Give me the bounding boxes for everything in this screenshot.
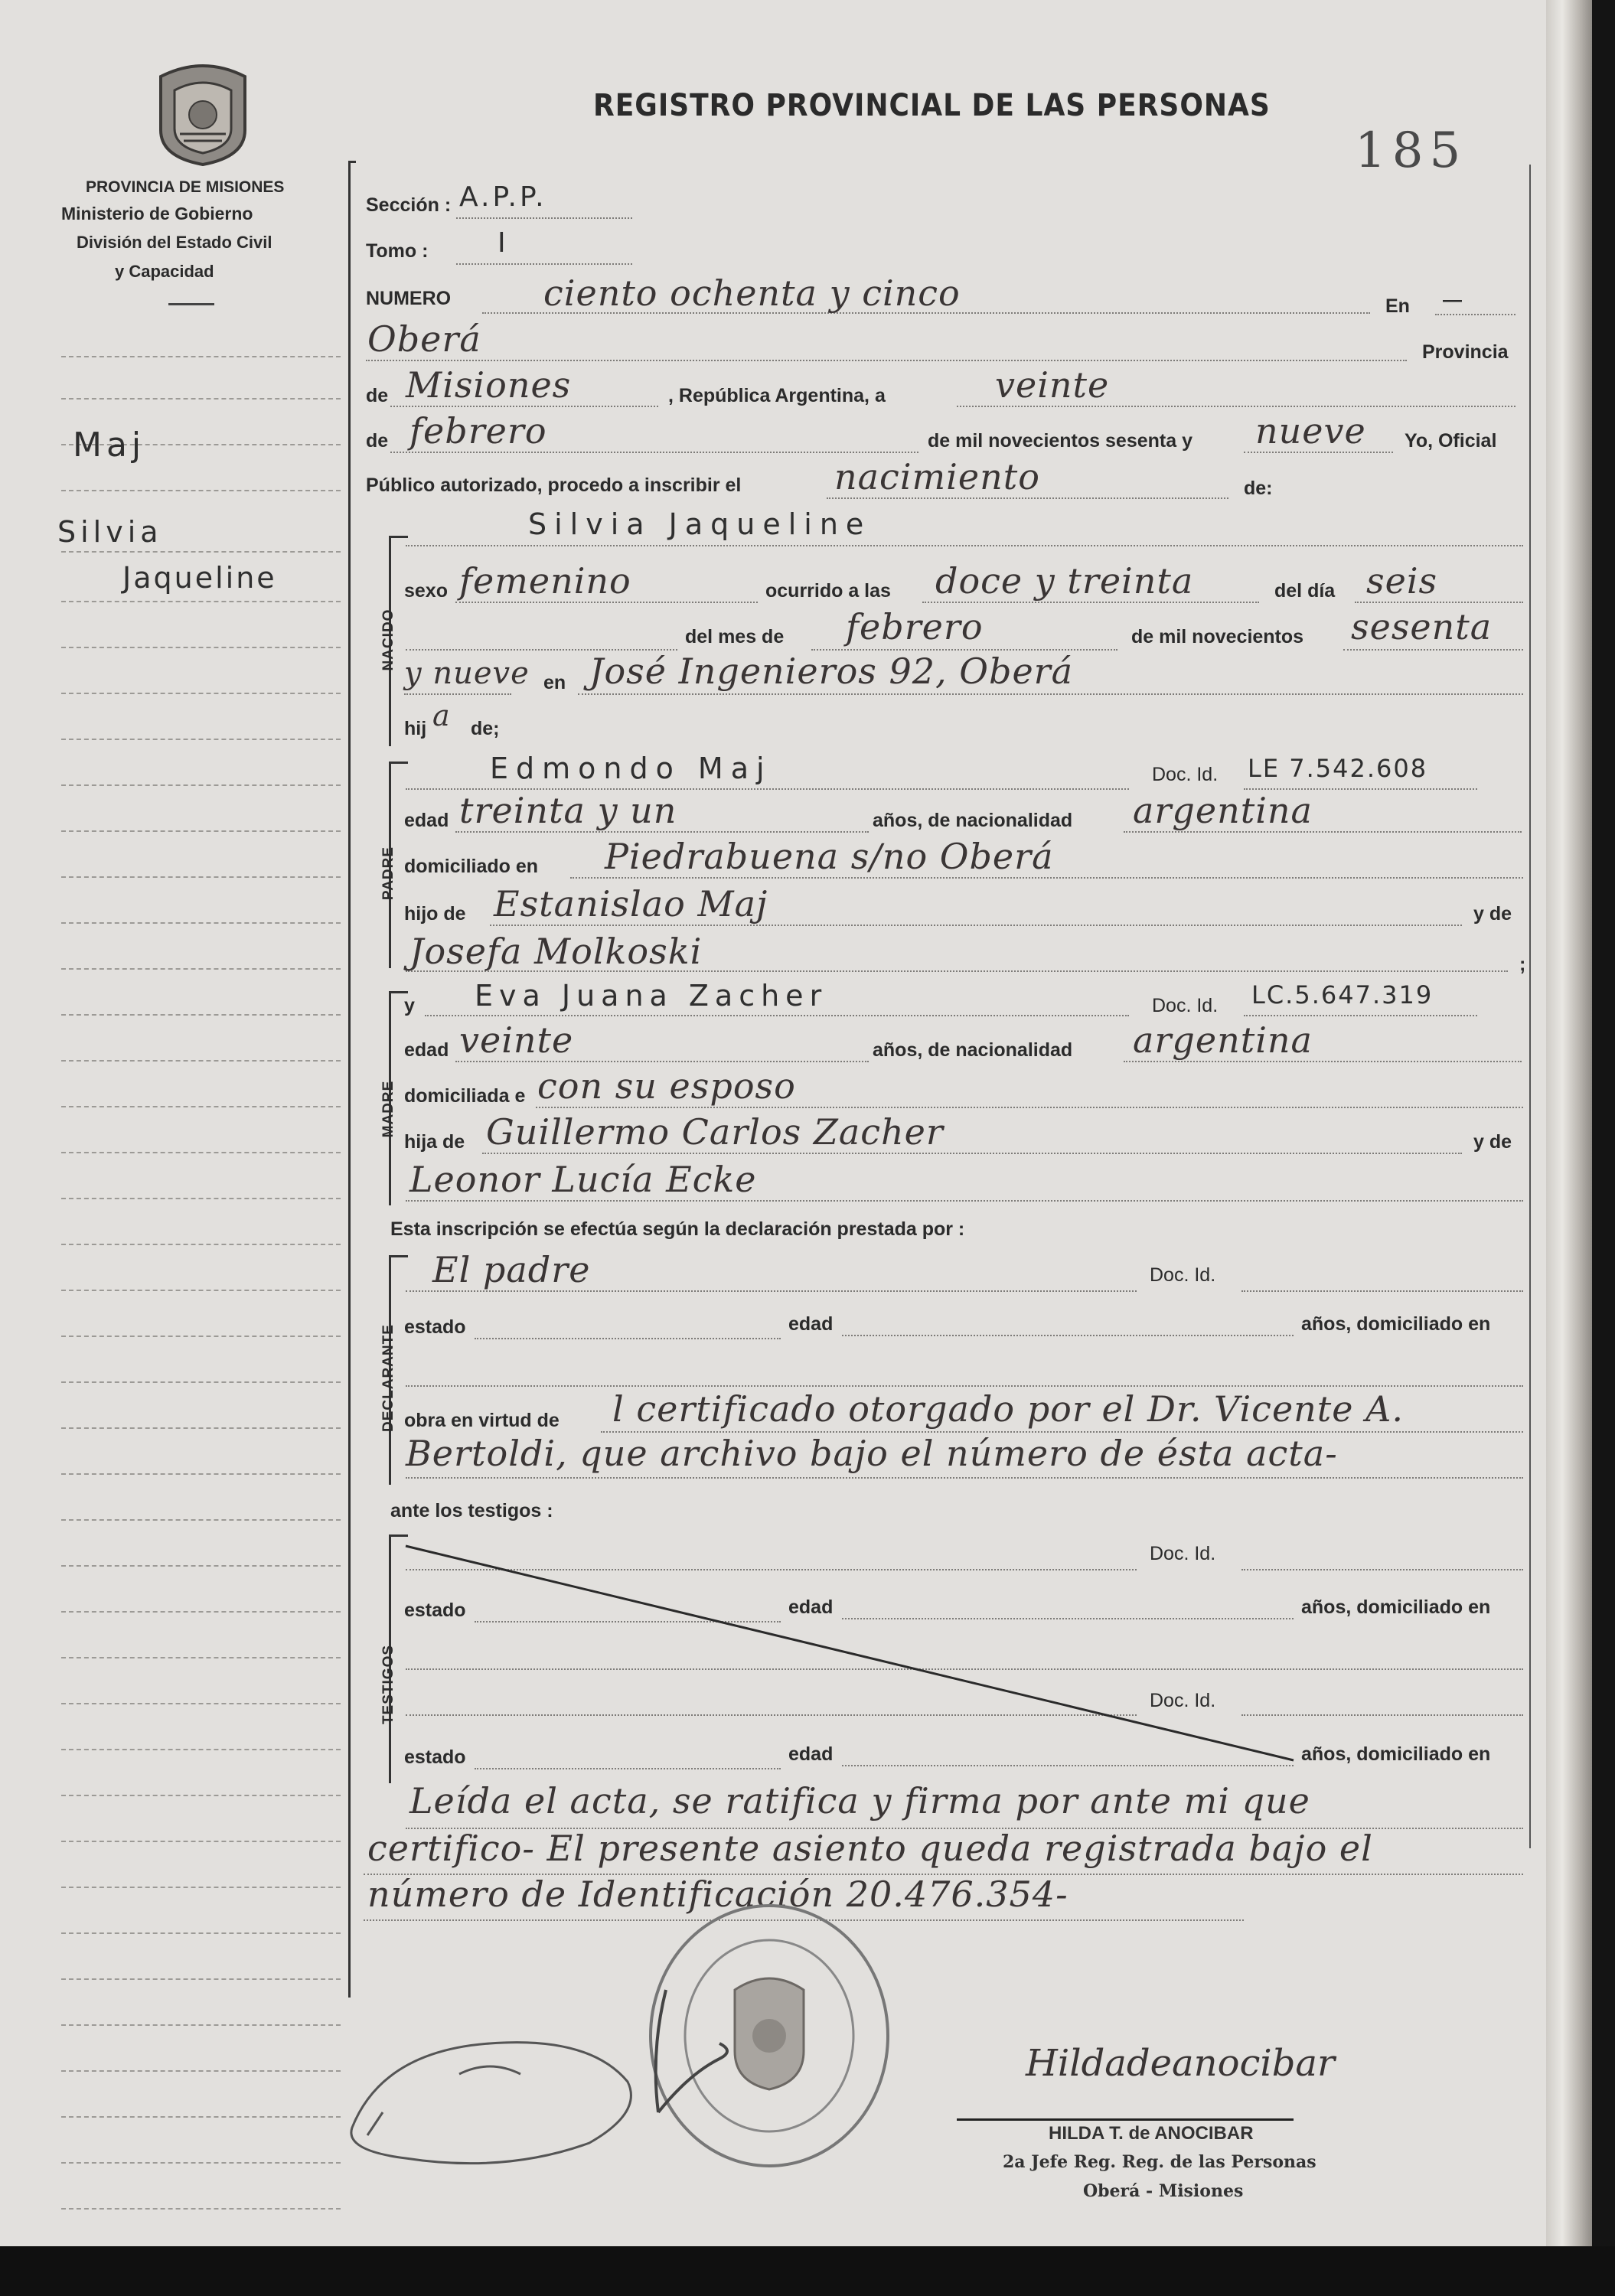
entry-obra-1: l certificado otorgado por el Dr. Vicente A. — [612, 1388, 1404, 1430]
entry-mes-nac: febrero — [846, 606, 984, 647]
entry-provincia: Misiones — [406, 364, 572, 406]
entry-cierre-2: certifico- El presente asiento queda registrada bajo el — [367, 1828, 1373, 1869]
section-padre: PADRE — [380, 846, 396, 901]
signature-line — [957, 2118, 1294, 2121]
section-testigos: TESTIGOS — [380, 1644, 396, 1725]
entry-abuelo-p: Estanislao Maj — [494, 883, 768, 925]
entry-abuela-m: Leonor Lucía Ecke — [409, 1159, 757, 1200]
entry-hora: doce y treinta — [935, 560, 1194, 602]
strike-through-line — [398, 1538, 1301, 1768]
entry-anio: nueve — [1255, 410, 1366, 452]
entry-acto: nacimiento — [834, 456, 1040, 497]
entry-padre-edad: treinta y un — [459, 790, 677, 831]
entry-anio-nac-2: y nueve — [404, 656, 530, 691]
register-page: PROVINCIA DE MISIONES Ministerio de Gobierno División del Estado Civil y Capacidad REGISTRO PROVINCIAL DE LAS PERSONAS 185 NACIDO PADRE MADRE DECLARANTE TESTIGOS Maj Silvia Jaqueline Sección : A.P.P. Tomo : I NUMERO ciento ochenta y cinco En — Oberá Provincia de Misiones , República Argentina, a veinte de febrero de mil novecientos sesenta y nueve Yo, Oficial Público autorizado, procedo a inscribir el nacimiento de: Silvia Jaqueline sexo femenino ocurrido a las doce y treinta del día seis del mes de febrero de mil novecientos sesenta y nueve en José Ingenieros 92, Oberá hij a de; Edmondo Maj Doc. Id. LE 7.542.608 edad treinta y un años, de nacionalidad argentina domiciliado en Piedrabuena s/no Oberá hijo de Estanislao Maj y de Josefa Molkoski ; y Eva Juana Zacher Doc. Id. LC.5.647.319 edad veinte años, de nacionalidad argentina domiciliada e con su esposo hija de Guillermo Carlos Zacher y de Leonor Lucía Ecke Esta inscripción se efectúa según la declaración prestada por : El padre Doc. Id. estado edad años, domiciliado en obra en virtud de l certificado otorgado por el Dr. Vicente A. Bertoldi, que archivo bajo el número de ésta acta- ante los testigos : Doc. Id. estado edad años, domiciliado en Doc. Id. estado edad años, domiciliado en Leída el acta, se ratifica y firma por ante mi que certifico- El presente asiento queda registrada bajo el número de Identificación 20.476.354- Hildadeanocibar HILDA T. de ANOCIBAR 2a Jefe Reg. Reg. de las Personas Oberá - Misiones — [0, 0, 1592, 2246]
province-label: PROVINCIA DE MISIONES — [86, 178, 285, 196]
officer-signature — [337, 1959, 827, 2174]
viewer-footer — [0, 2246, 1615, 2296]
entry-cierre-3: número de Identificación 20.476.354- — [367, 1874, 1069, 1915]
entry-seccion: A.P.P. — [459, 181, 547, 213]
section-declarante: DECLARANTE — [380, 1324, 396, 1432]
divider — [168, 303, 214, 305]
page-title: REGISTRO PROVINCIAL DE LAS PERSONAS — [593, 88, 1271, 123]
folio-number: 185 — [1355, 122, 1467, 179]
margin-rule — [348, 161, 351, 1998]
entry-padre-dom: Piedrabuena s/no Oberá — [605, 836, 1054, 877]
section-madre: MADRE — [380, 1080, 396, 1138]
entry-obra-2: Bertoldi, que archivo bajo el número de ésta acta- — [406, 1433, 1338, 1474]
right-rule — [1529, 165, 1531, 1848]
entry-abuela-p: Josefa Molkoski — [409, 931, 703, 972]
division-label: División del Estado Civil — [77, 233, 272, 252]
entry-abuelo-m: Guillermo Carlos Zacher — [486, 1111, 944, 1153]
entry-tomo: I — [498, 227, 511, 259]
margin-surname: Maj — [73, 426, 146, 465]
declaration-intro: Esta inscripción se efectúa según la declaración prestada por : — [390, 1218, 965, 1240]
entry-madre-nac: argentina — [1133, 1019, 1313, 1061]
signatory-place: Oberá - Misiones — [1083, 2181, 1244, 2201]
entry-nombre: Silvia Jaqueline — [528, 507, 872, 541]
signature-handwritten: Hildadeanocibar — [1026, 2042, 1335, 2085]
margin-given-name-1: Silvia — [57, 515, 163, 549]
entry-anio-nac-1: sesenta — [1351, 606, 1493, 647]
entry-lugar: José Ingenieros 92, Oberá — [589, 651, 1074, 692]
signatory-title: 2a Jefe Reg. Reg. de las Personas — [1003, 2152, 1316, 2172]
entry-padre-nac: argentina — [1133, 790, 1313, 831]
book-binding — [1546, 0, 1592, 2246]
entry-localidad: Oberá — [367, 318, 481, 360]
entry-dia-nac: seis — [1366, 560, 1438, 602]
entry-madre-dom: con su esposo — [537, 1065, 796, 1107]
entry-madre-doc: LC.5.647.319 — [1251, 980, 1434, 1009]
entry-padre-nombre: Edmondo Maj — [490, 752, 772, 785]
entry-madre-edad: veinte — [459, 1019, 574, 1061]
entry-sexo: femenino — [459, 560, 631, 602]
provincial-crest-icon — [145, 61, 260, 168]
entry-mes: febrero — [409, 410, 547, 452]
entry-cierre-1: Leída el acta, se ratifica y firma por ante mi que — [409, 1780, 1310, 1821]
section-nacido: NACIDO — [380, 608, 396, 671]
margin-given-name-2: Jaqueline — [122, 561, 277, 595]
entry-dia: veinte — [995, 364, 1110, 406]
ministry-label: Ministerio de Gobierno — [61, 204, 253, 223]
entry-padre-doc: LE 7.542.608 — [1248, 754, 1428, 783]
entry-madre-nombre: Eva Juana Zacher — [475, 979, 828, 1013]
signatory-name: HILDA T. de ANOCIBAR — [1049, 2123, 1254, 2144]
entry-numero: ciento ochenta y cinco — [543, 272, 961, 314]
division-label-2: y Capacidad — [115, 262, 214, 281]
entry-hija-suffix: a — [432, 699, 451, 732]
entry-declarante: El padre — [432, 1249, 591, 1290]
